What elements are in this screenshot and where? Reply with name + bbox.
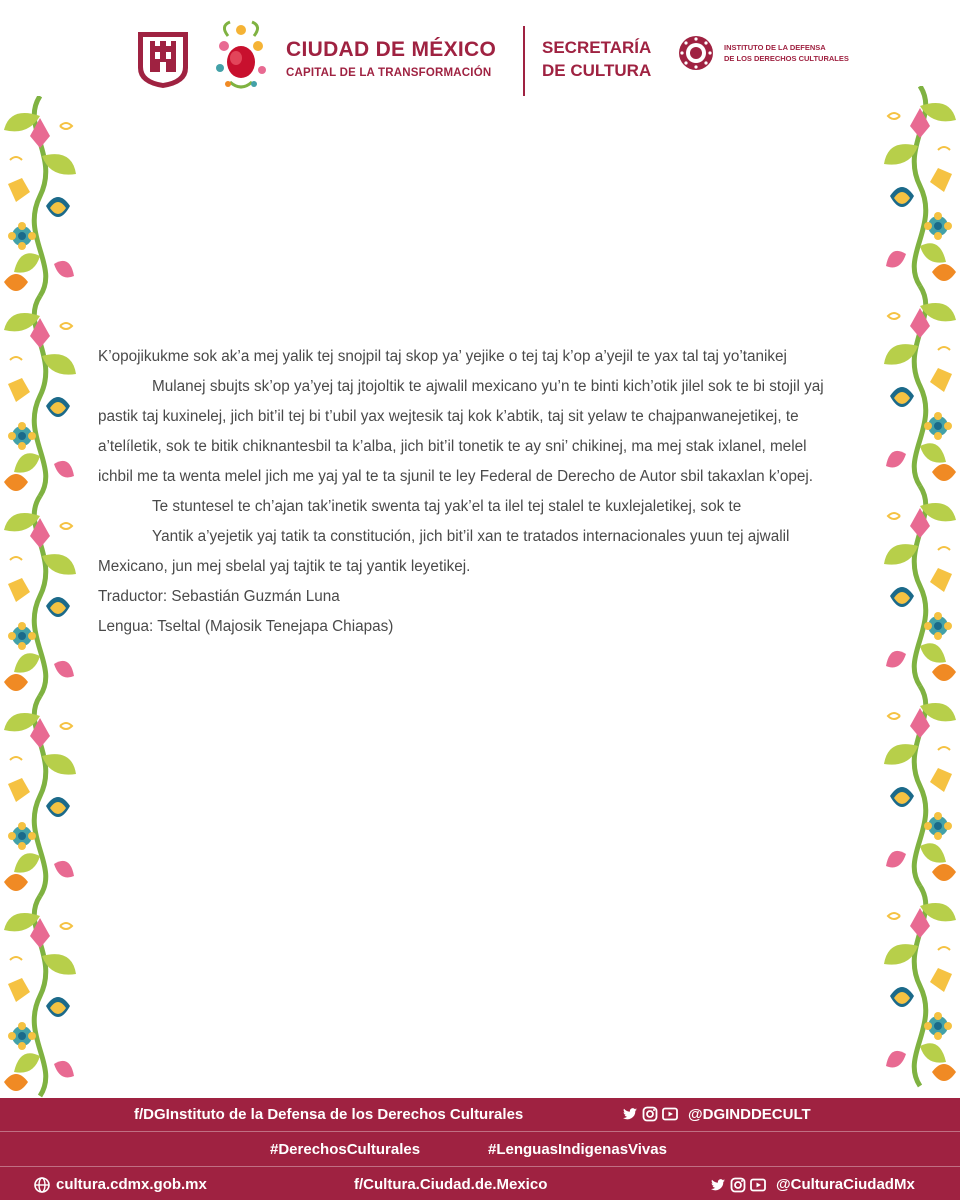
paragraph-intro: K’opojikukme sok ak’a mej yalik tej snojpil taj skop ya’ yejike o tej taj k’op a’yejil te yax tal taj yo’tanikej [98, 348, 787, 365]
footer [0, 1098, 960, 1200]
cdmx-subtitle: CAPITAL DE LA TRANSFORMACIÓN [286, 67, 492, 79]
instituto-title: INSTITUTO DE LA DEFENSA [724, 43, 826, 52]
floral-border-right [882, 86, 960, 1098]
instagram-icon[interactable] [642, 1106, 658, 1122]
handle-institute[interactable]: @DGINDDECULT [688, 1106, 811, 1123]
instituto-emblem-icon [678, 35, 714, 71]
heart-logo [210, 16, 272, 96]
instagram-icon[interactable] [730, 1177, 746, 1193]
facebook-cultura-link[interactable]: f/Cultura.Ciudad.de.Mexico [354, 1176, 548, 1193]
instituto-subtitle: DE LOS DERECHOS CULTURALES [724, 54, 849, 63]
secretaria-subtitle: DE CULTURA [542, 61, 652, 80]
language-line: Lengua: Tseltal (Majosik Tenejapa Chiapas) [98, 618, 394, 635]
hashtag-derechos[interactable]: #DerechosCulturales [270, 1141, 421, 1158]
website-link[interactable]: cultura.cdmx.gob.mx [56, 1176, 207, 1193]
social-icons-institute [622, 1106, 678, 1122]
secretaria-title: SECRETARÍA [542, 38, 652, 57]
footer-row-institute [0, 1098, 960, 1130]
hashtag-lenguas[interactable]: #LenguasIndigenasVivas [488, 1141, 667, 1158]
paragraph-main: Mulanej sbujts sk’op ya’yej taj jtojoltik te ajwalil mexicano yu’n te binti kich’otik jilel sok te bi stojil yaj pastik taj kuxinelej, jich bit’il tej bi t’ubil yax wejtesik taj kok k’abtik, taj sit yelaw te chajpanwanejetikej, te a’telíletik, sok te bitik chiknantesbil ta k’alba, jich bit’il tonetik te ay sni’ chikinej, ma mej stak ixlanel, melel ichbil me ta wenta melel jich me yaj yal te ta sjunil te ley Federal de Derecho de Autor sbil takaxlan k’opej. [98, 378, 824, 485]
header [0, 0, 960, 100]
handle-cultura[interactable]: @CulturaCiudadMx [776, 1176, 915, 1193]
cdmx-title: CIUDAD DE MÉXICO [286, 38, 497, 61]
footer-row-cultura [0, 1167, 960, 1200]
header-divider [523, 26, 525, 96]
youtube-icon[interactable] [662, 1106, 678, 1122]
social-icons-cultura [710, 1177, 766, 1193]
footer-row-hashtags [0, 1132, 960, 1166]
twitter-icon[interactable] [622, 1106, 638, 1122]
twitter-icon[interactable] [710, 1177, 726, 1193]
document-body [98, 342, 838, 642]
paragraph-use: Te stuntesel te ch’ajan tak’inetik swenta taj yak’el ta ilel tej stalel te kuxlejaletikej, sok te [152, 498, 742, 515]
globe-icon [34, 1177, 50, 1193]
youtube-icon[interactable] [750, 1177, 766, 1193]
cdmx-shield-logo [136, 30, 190, 90]
facebook-institute-link[interactable]: f/DGInstituto de la Defensa de los Derechos Culturales [134, 1106, 524, 1123]
translator-line: Traductor: Sebastián Guzmán Luna [98, 588, 340, 605]
paragraph-constitution: Yantik a’yejetik yaj tatik ta constitución, jich bit’il xan te tratados internacionales yuun tej ajwalil Mexicano, jun mej sbelal yaj tajtik te taj yantik leyetikej. [98, 528, 790, 575]
floral-border-left [0, 96, 78, 1098]
